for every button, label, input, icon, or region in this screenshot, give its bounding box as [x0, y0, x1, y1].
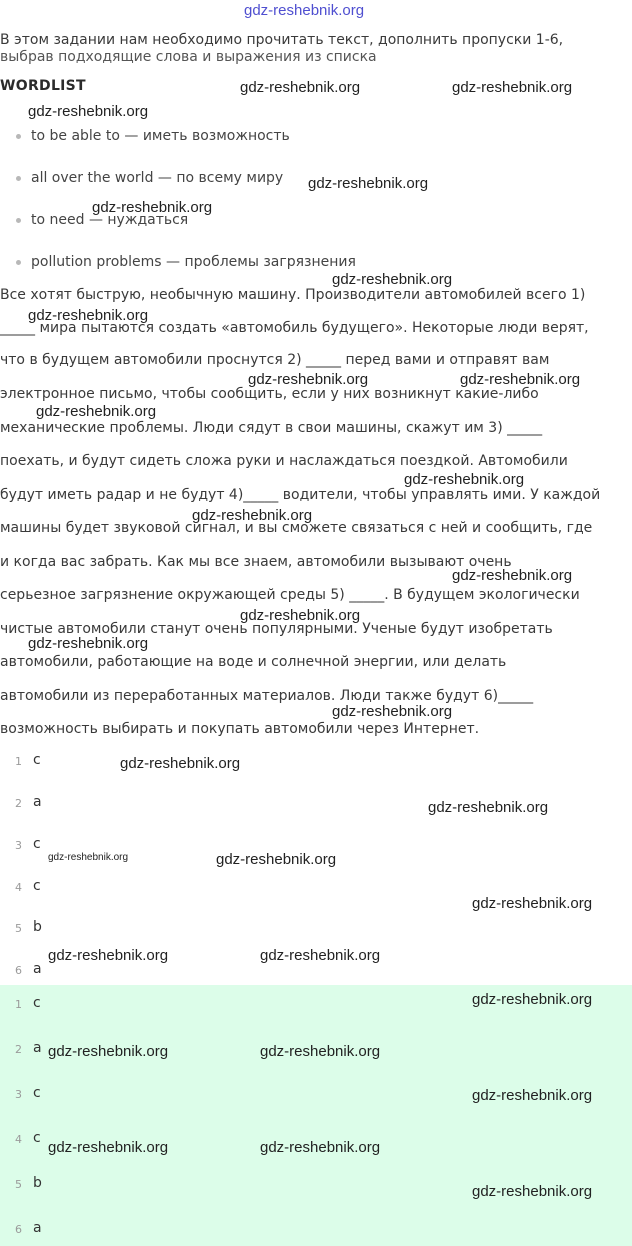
watermark: gdz-reshebnik.org	[308, 175, 429, 192]
watermark: gdz-reshebnik.org	[472, 1183, 593, 1200]
watermark: gdz-reshebnik.org	[216, 851, 337, 868]
watermark: gdz-reshebnik.org	[28, 103, 149, 120]
answer-number: 6	[15, 964, 22, 977]
watermark: gdz-reshebnik.org	[48, 1043, 169, 1060]
paragraph-line: машины будет звуковой сигнал, и вы сможете связаться с ней и сообщить, где	[0, 520, 593, 536]
watermark: gdz-reshebnik.org	[472, 1087, 593, 1104]
answer-number: 3	[15, 1088, 22, 1101]
watermark: gdz-reshebnik.org	[452, 79, 573, 96]
watermark: gdz-reshebnik.org	[240, 607, 361, 624]
intro-clipped-text: выбрав подходящие слова и выражения из списка	[0, 49, 377, 65]
paragraph-line: будут иметь радар и не будут 4)_____ водители, чтобы управлять ими. У каждой	[0, 487, 601, 503]
intro-clipped-line	[0, 49, 380, 65]
wordlist-title: WORDLIST	[0, 78, 86, 94]
answer-number: 4	[15, 881, 22, 894]
watermark: gdz-reshebnik.org	[332, 271, 453, 288]
answer-value: c	[33, 995, 41, 1011]
watermark: gdz-reshebnik.org	[428, 799, 549, 816]
watermark: gdz-reshebnik.org	[472, 895, 593, 912]
paragraph-line: что в будущем автомобили проснутся 2) _____ перед вами и отправят вам	[0, 352, 550, 368]
answer-value: c	[33, 836, 41, 852]
header-watermark: gdz-reshebnik.org	[244, 2, 365, 19]
watermark: gdz-reshebnik.org	[48, 947, 169, 964]
answer-value: a	[33, 1220, 42, 1236]
bullet-dot-icon	[16, 134, 21, 139]
answer-number: 6	[15, 1223, 22, 1236]
watermark: gdz-reshebnik.org	[260, 1043, 381, 1060]
watermark: gdz-reshebnik.org	[48, 852, 129, 863]
paragraph-line: Все хотят быструю, необычную машину. Производители автомобилей всего 1)	[0, 287, 586, 303]
paragraph-line: чистые автомобили станут очень популярными. Ученые будут изобретать	[0, 621, 553, 637]
paragraph-line: серьезное загрязнение окружающей среды 5) _____. В будущем экологически	[0, 587, 580, 603]
watermark: gdz-reshebnik.org	[240, 79, 361, 96]
watermark: gdz-reshebnik.org	[332, 703, 453, 720]
watermark: gdz-reshebnik.org	[36, 403, 157, 420]
answer-number: 4	[15, 1133, 22, 1146]
paragraph-line: автомобили из переработанных материалов. Люди также будут 6)_____	[0, 688, 534, 704]
answer-value: a	[33, 794, 42, 810]
watermark: gdz-reshebnik.org	[28, 635, 149, 652]
bullet-dot-icon	[16, 218, 21, 223]
answer-number: 5	[15, 1178, 22, 1191]
intro-text: В этом задании нам необходимо прочитать текст, дополнить пропуски 1-6,	[0, 32, 564, 48]
answer-value: c	[33, 1085, 41, 1101]
answer-number: 5	[15, 922, 22, 935]
watermark: gdz-reshebnik.org	[452, 567, 573, 584]
watermark: gdz-reshebnik.org	[248, 371, 369, 388]
answer-value: a	[33, 961, 42, 977]
answer-value: b	[33, 1175, 42, 1191]
watermark: gdz-reshebnik.org	[260, 947, 381, 964]
watermark: gdz-reshebnik.org	[192, 507, 313, 524]
wordlist-item: pollution problems — проблемы загрязнения	[16, 254, 356, 270]
paragraph-line: и когда вас забрать. Как мы все знаем, автомобили вызывают очень	[0, 554, 512, 570]
answers-highlight-block	[0, 985, 632, 1246]
answer-number: 1	[15, 998, 22, 1011]
wordlist-item: all over the world — по всему миру	[16, 170, 283, 186]
watermark: gdz-reshebnik.org	[472, 991, 593, 1008]
bullet-dot-icon	[16, 176, 21, 181]
watermark: gdz-reshebnik.org	[120, 755, 241, 772]
answer-value: c	[33, 878, 41, 894]
answer-value: c	[33, 752, 41, 768]
watermark: gdz-reshebnik.org	[28, 307, 149, 324]
answer-number: 3	[15, 839, 22, 852]
paragraph-line: возможность выбирать и покупать автомобили через Интернет.	[0, 721, 480, 737]
answer-value: c	[33, 1130, 41, 1146]
paragraph-line: поехать, и будут сидеть сложа руки и наслаждаться поездкой. Автомобили	[0, 453, 568, 469]
paragraph-line: автомобили, работающие на воде и солнечной энергии, или делать	[0, 654, 507, 670]
watermark: gdz-reshebnik.org	[460, 371, 581, 388]
answer-number: 2	[15, 1043, 22, 1056]
watermark: gdz-reshebnik.org	[260, 1139, 381, 1156]
paragraph-line: _____ мира пытаются создать «автомобиль будущего». Некоторые люди верят,	[0, 320, 589, 336]
answer-value: a	[33, 1040, 42, 1056]
wordlist-item: to be able to — иметь возможность	[16, 128, 290, 144]
wordlist-item: to need — нуждаться	[16, 212, 188, 228]
answer-number: 2	[15, 797, 22, 810]
watermark: gdz-reshebnik.org	[48, 1139, 169, 1156]
bullet-dot-icon	[16, 260, 21, 265]
answer-number: 1	[15, 755, 22, 768]
answer-value: b	[33, 919, 42, 935]
watermark: gdz-reshebnik.org	[92, 199, 213, 216]
watermark: gdz-reshebnik.org	[404, 471, 525, 488]
paragraph-line: электронное письмо, чтобы сообщить, если у них возникнут какие-либо	[0, 386, 539, 402]
paragraph-line: механические проблемы. Люди сядут в свои машины, скажут им 3) _____	[0, 420, 543, 436]
